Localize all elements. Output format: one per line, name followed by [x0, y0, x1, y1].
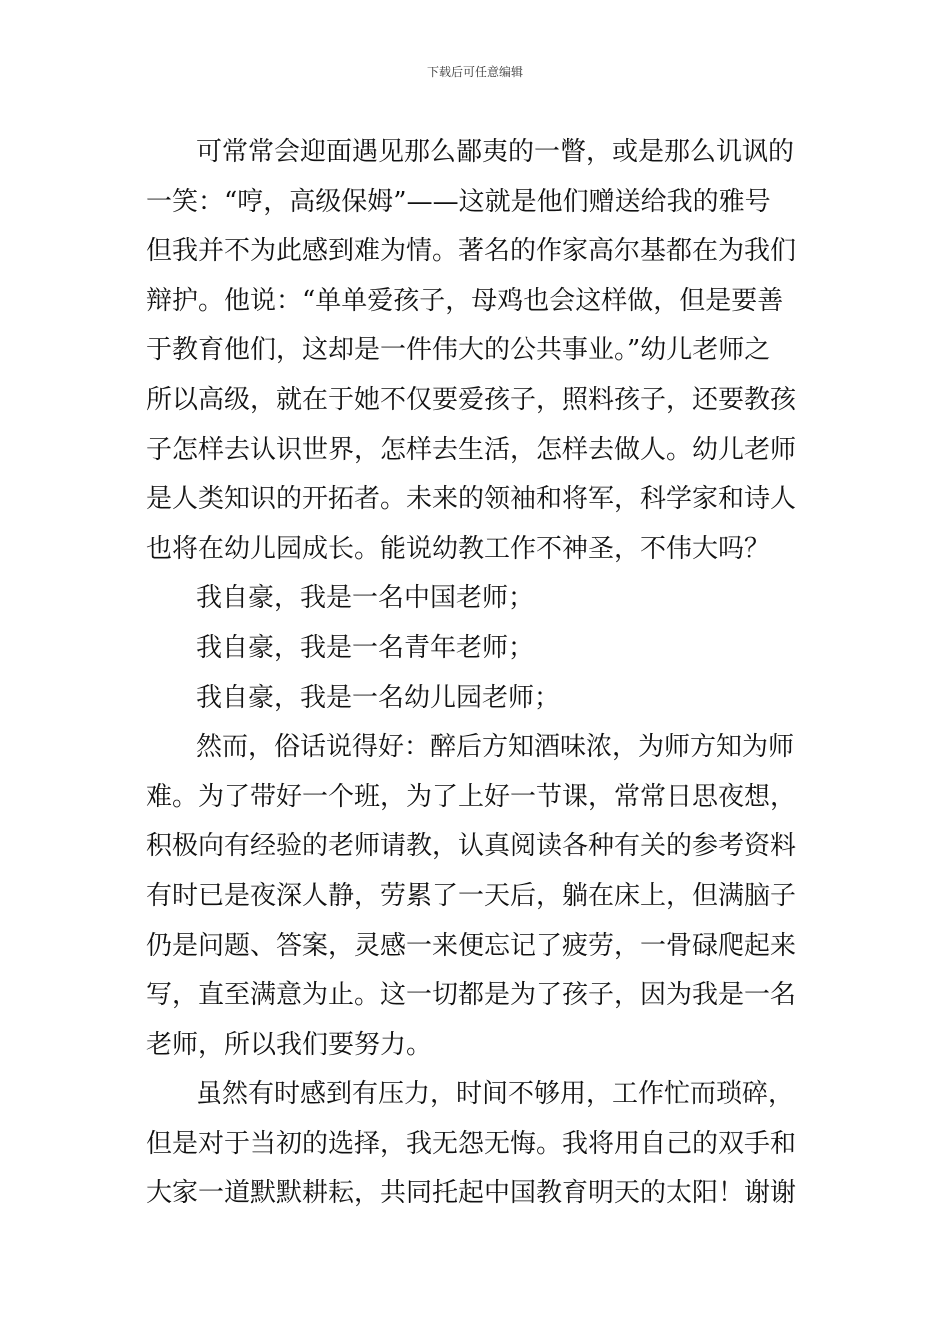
paragraph-line: 但我并不为此感到难为情。著名的作家高尔基都在为我们 [146, 236, 797, 267]
paragraph-line: 也将在幼儿园成长。能说幼教工作不神圣，不伟大吗？ [146, 533, 771, 564]
paragraph-line: 虽然有时感到有压力，时间不够用，工作忙而琐碎， [196, 1079, 795, 1110]
paragraph-line: 是人类知识的开拓者。未来的领袖和将军，科学家和诗人 [146, 484, 797, 515]
paragraph-line: 我自豪，我是一名青年老师； [196, 632, 535, 663]
document-body [146, 128, 811, 1219]
paragraph-line: 积极向有经验的老师请教，认真阅读各种有关的参考资料 [146, 831, 797, 862]
paragraph-line: 写，直至满意为止。这一切都是为了孩子，因为我是一名 [146, 980, 797, 1011]
paragraph-line: 于教育他们，这却是一件伟大的公共事业。”幼儿老师之 [146, 335, 771, 366]
paragraph-line: 可常常会迎面遇见那么鄙夷的一瞥，或是那么讥讽的 [196, 137, 795, 167]
paragraph-line: 有时已是夜深人静，劳累了一天后，躺在床上，但满脑子 [146, 880, 797, 911]
paragraph-line: 我自豪，我是一名幼儿园老师； [196, 682, 561, 713]
page-header: 下载后可任意编辑 [426, 65, 523, 79]
paragraph-line: 我自豪，我是一名中国老师； [196, 583, 535, 614]
paragraph-line: 大家一道默默耕耘，共同托起中国教育明天的太阳！谢谢 [146, 1178, 797, 1209]
paragraph-line: 辩护。他说：“单单爱孩子，母鸡也会这样做，但是要善 [146, 285, 784, 316]
paragraph-line: 但是对于当初的选择，我无怨无悔。我将用自己的双手和 [146, 1128, 797, 1159]
paragraph-line: 子怎样去认识世界，怎样去生活，怎样去做人。幼儿老师 [146, 434, 797, 465]
paragraph-line: 所以高级，就在于她不仅要爱孩子，照料孩子，还要教孩 [146, 384, 797, 415]
paragraph-line: 难。为了带好一个班，为了上好一节课，常常日思夜想， [146, 781, 797, 812]
paragraph-line: 仍是问题、答案，灵感一来便忘记了疲劳，一骨碌爬起来 [146, 930, 797, 961]
paragraph-line: 然而，俗话说得好：醉后方知酒味浓，为师方知为师 [196, 732, 795, 763]
paragraph-line: 老师，所以我们要努力。 [146, 1029, 433, 1060]
paragraph-line: 一笑：“哼，高级保姆”——这就是他们赠送给我的雅号 [146, 186, 771, 217]
